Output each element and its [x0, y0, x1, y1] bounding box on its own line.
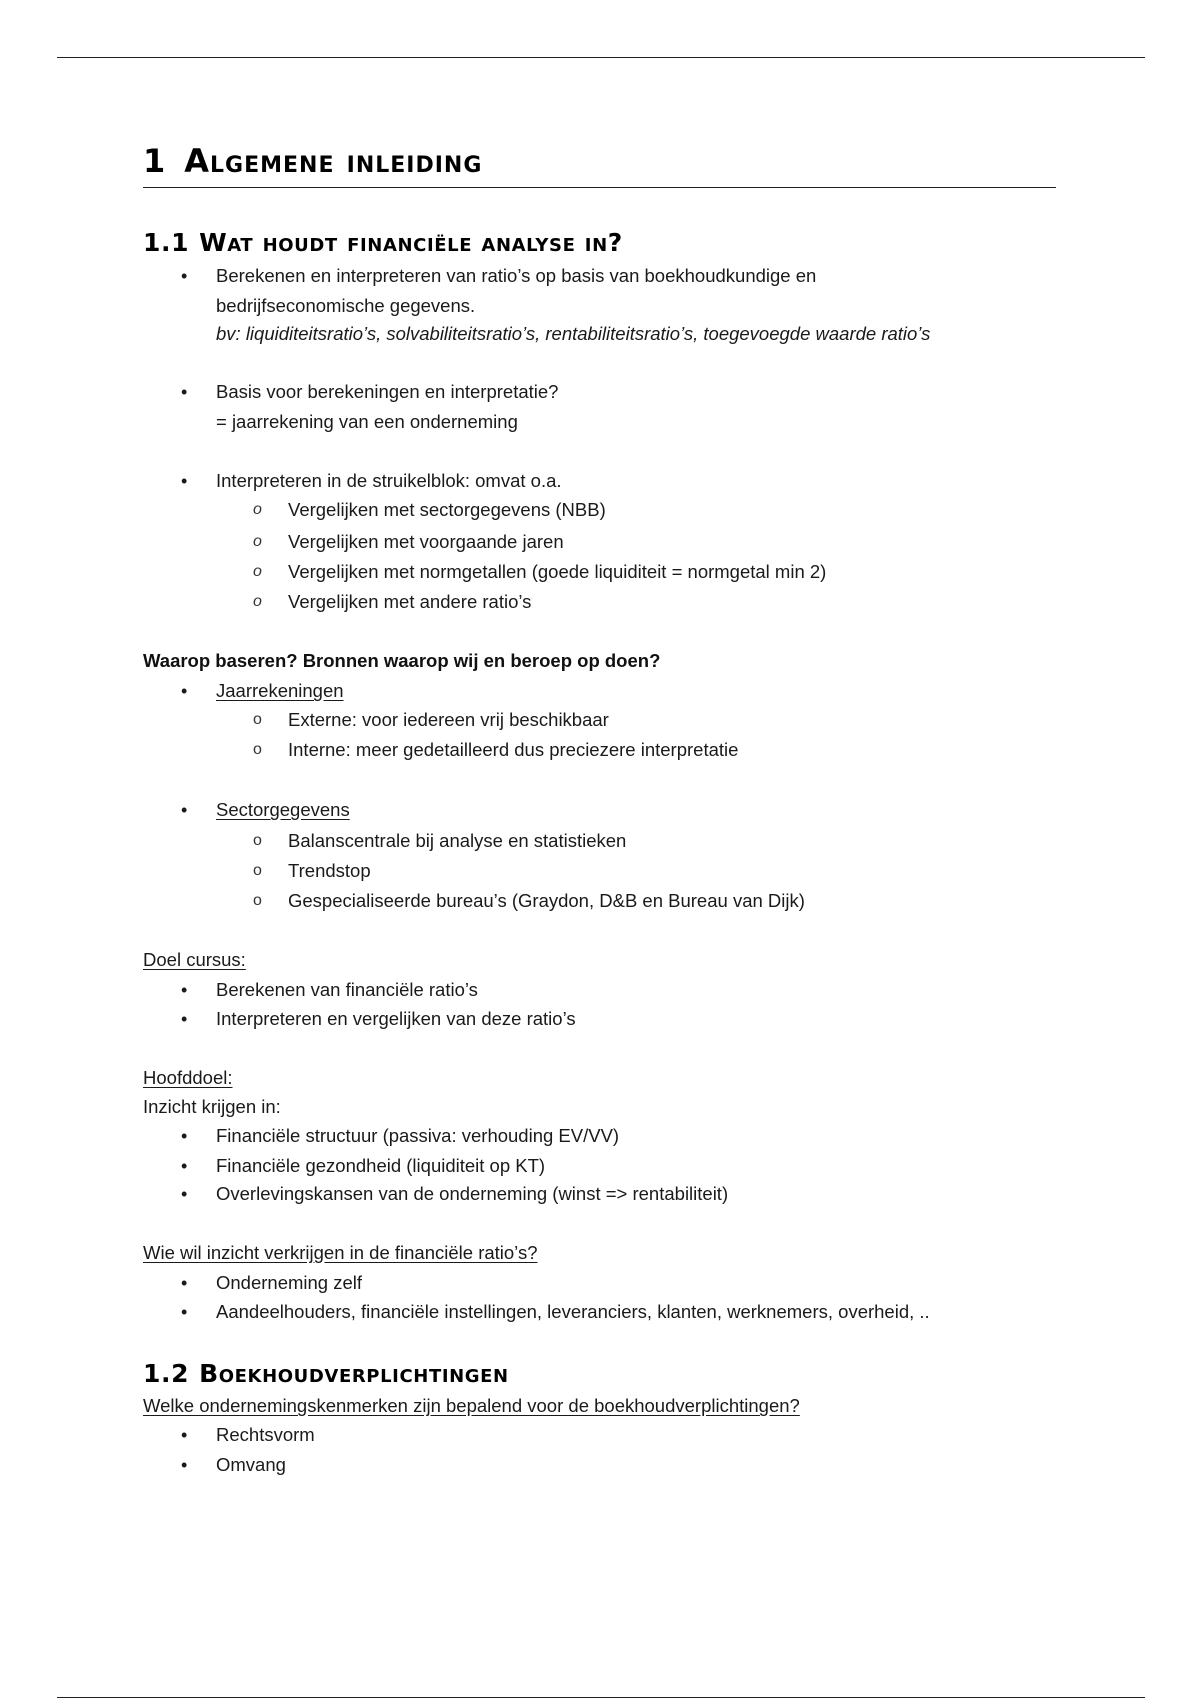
bullet: • [181, 800, 188, 820]
annual-reports-label: Jaarrekeningen [216, 680, 344, 701]
item-2-line-2: = jaarrekening van een onderneming [216, 411, 518, 432]
heading-1-1-title: Wat houdt financiële analyse in? [199, 228, 623, 257]
sub-bullet: o [253, 501, 262, 518]
list-item: Aandeelhouders, financiële instellingen, leveranciers, klanten, werknemers, overheid, .. [216, 1301, 930, 1322]
heading-1-2-title: Boekhoudverplichtingen [199, 1359, 509, 1388]
heading-1-title: Algemene inleiding [184, 142, 483, 180]
sources-heading: Waarop baseren? Bronnen waarop wij en beroep op doen? [143, 650, 661, 671]
list-item: Financiële gezondheid (liquiditeit op KT) [216, 1155, 546, 1176]
section-1-2-question: Welke ondernemingskenmerken zijn bepalend voor de boekhoudverplichtingen? [143, 1395, 800, 1416]
list-item: Financiële structuur (passiva: verhouding EV/VV) [216, 1125, 620, 1146]
course-goal-heading: Doel cursus: [143, 949, 246, 970]
list-item: Interpreteren en vergelijken van deze ratio’s [216, 1008, 576, 1029]
item-1-line-2: bedrijfseconomische gegevens. [216, 295, 476, 316]
sub-item: Trendstop [288, 860, 371, 881]
sub-bullet: o [253, 711, 262, 728]
sub-item: Externe: voor iedereen vrij beschikbaar [288, 709, 609, 730]
sub-bullet: o [253, 862, 262, 879]
page-header-rule [57, 57, 1145, 58]
bullet: • [181, 266, 188, 286]
sub-bullet: o [253, 892, 262, 909]
main-goal-intro: Inzicht krijgen in: [143, 1096, 281, 1117]
list-item: Overlevingskansen van de onderneming (winst => rentabiliteit) [216, 1183, 729, 1204]
sub-bullet: o [253, 832, 262, 849]
bullet: • [181, 1156, 188, 1176]
heading-1-1-number: 1.1 [143, 228, 190, 257]
sector-data-label: Sectorgegevens [216, 799, 350, 820]
sub-bullet: o [253, 593, 262, 610]
bullet: • [181, 1425, 188, 1445]
sub-item: Balanscentrale bij analyse en statistieken [288, 830, 627, 851]
bullet: • [181, 1302, 188, 1322]
page-footer-rule [57, 1697, 1145, 1698]
list-item: Berekenen van financiële ratio’s [216, 979, 478, 1000]
heading-1-2-number: 1.2 [143, 1359, 190, 1388]
item-1-example: bv: liquiditeitsratio’s, solvabiliteitsratio’s, rentabiliteitsratio’s, toegevoegde waarde ratio’s [216, 323, 931, 344]
list-item: Omvang [216, 1454, 286, 1475]
bullet: • [181, 681, 188, 701]
sub-item: Vergelijken met normgetallen (goede liquiditeit = normgetal min 2) [288, 561, 827, 582]
sub-item: Gespecialiseerde bureau’s (Graydon, D&B en Bureau van Dijk) [288, 890, 805, 911]
bullet: • [181, 1126, 188, 1146]
heading-1-underline [143, 187, 1056, 188]
bullet: • [181, 1273, 188, 1293]
bullet: • [181, 1184, 188, 1204]
bullet: • [181, 471, 188, 491]
item-1-line-1: Berekenen en interpreteren van ratio’s op basis van boekhoudkundige en [216, 265, 817, 286]
heading-1-2 [143, 1359, 509, 1388]
sub-bullet: o [253, 741, 262, 758]
who-heading: Wie wil inzicht verkrijgen in de financiële ratio’s? [143, 1242, 538, 1263]
item-2-line-1: Basis voor berekeningen en interpretatie? [216, 381, 559, 402]
sub-item: Interne: meer gedetailleerd dus preciezere interpretatie [288, 739, 739, 760]
sub-item: Vergelijken met andere ratio’s [288, 591, 532, 612]
bullet: • [181, 1455, 188, 1475]
bullet: • [181, 382, 188, 402]
heading-1-number: 1 [143, 142, 167, 180]
list-item: Rechtsvorm [216, 1424, 315, 1445]
heading-1-1 [143, 228, 623, 257]
bullet: • [181, 980, 188, 1000]
bullet: • [181, 1009, 188, 1029]
sub-bullet: o [253, 563, 262, 580]
sub-bullet: o [253, 533, 262, 550]
list-item: Onderneming zelf [216, 1272, 363, 1293]
heading-1 [143, 142, 482, 180]
sub-item: Vergelijken met sectorgegevens (NBB) [288, 499, 606, 520]
sub-item: Vergelijken met voorgaande jaren [288, 531, 564, 552]
main-goal-heading: Hoofddoel: [143, 1067, 233, 1088]
item-3-line-1: Interpreteren in de struikelblok: omvat o.a. [216, 470, 562, 491]
